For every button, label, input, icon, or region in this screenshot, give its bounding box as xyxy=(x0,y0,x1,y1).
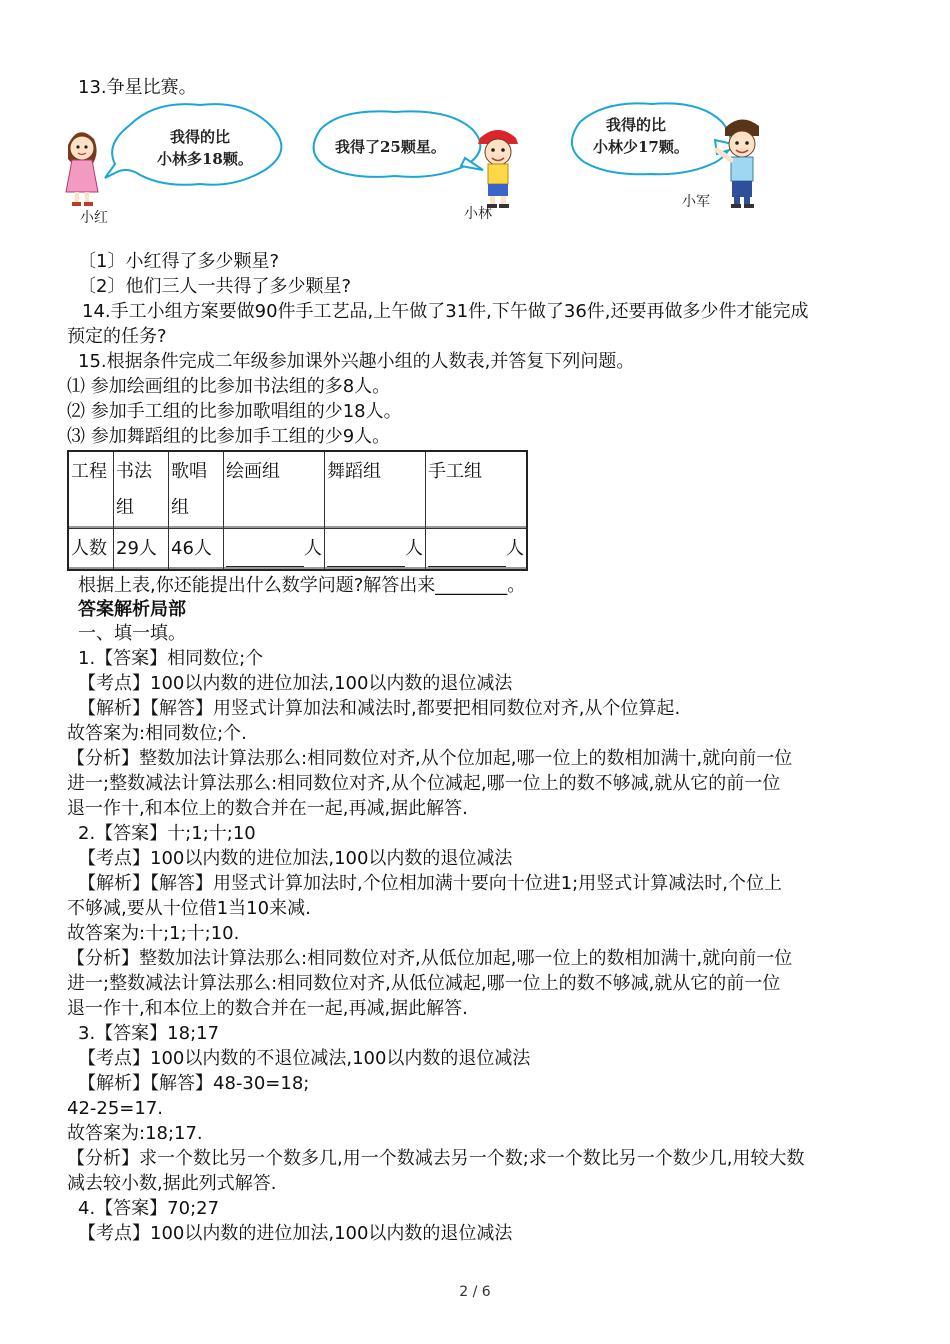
table-cell: 46人 xyxy=(169,529,224,571)
answer-line: 【考点】100以内数的进位加法,100以内数的退位减法 xyxy=(78,673,513,694)
answer-blank[interactable] xyxy=(327,546,405,567)
table-cell xyxy=(426,529,528,571)
q15-ask: 根据上表,你还能提出什么数学问题?解答出来________。 xyxy=(78,575,526,596)
q15-condition2: ⑵ 参加手工组的比参加歌唱组的少18人。 xyxy=(67,401,402,422)
table-header-line: 书法 xyxy=(116,461,152,482)
xiaolin-figure xyxy=(478,130,518,208)
speech-bubble-xiaohong xyxy=(105,104,281,185)
answer-line: 【考点】100以内数的进位加法,100以内数的退位减法 xyxy=(78,1223,513,1244)
q13-sub1: 〔1〕小红得了多少颗星? xyxy=(78,251,280,272)
answer-blank[interactable] xyxy=(428,546,506,567)
table-row xyxy=(68,529,527,571)
table-header-line: 歌唱 xyxy=(171,461,207,482)
answer-line: 【分析】整数加法计算法那么:相同数位对齐,从低位加起,哪一位上的数相加满十,就向前一位 xyxy=(67,948,793,969)
table-header-cell xyxy=(169,451,224,529)
answers-heading: 答案解析局部 xyxy=(78,599,186,620)
answer-line: 【考点】100以内数的不退位减法,100以内数的退位减法 xyxy=(78,1048,531,1069)
table-header-cell: 工程 xyxy=(68,451,114,529)
answer-line: 退一作十,和本位上的数合并在一起,再减,据此解答. xyxy=(67,998,468,1019)
table-header-cell: 绘画组 xyxy=(224,451,325,529)
name-xiaolin: 小林 xyxy=(464,206,492,222)
xiaohong-figure xyxy=(66,132,98,206)
name-xiaohong: 小红 xyxy=(80,210,108,225)
table-cell xyxy=(224,529,325,571)
table-cell: 29人 xyxy=(114,529,169,571)
table-header-line: 组 xyxy=(171,497,189,518)
answer-line: 42-25=17. xyxy=(67,1098,164,1119)
bubble-xiaohong-line1: 我得的比 xyxy=(170,128,231,146)
q15-condition1: ⑴ 参加绘画组的比参加书法组的多8人。 xyxy=(67,376,391,397)
speech-bubble-xiaolin xyxy=(314,111,483,177)
q14-line2: 预定的任务? xyxy=(67,326,167,347)
speech-bubble-xiaojun xyxy=(572,103,741,174)
bubble-xiaohong-line2: 小林多18颗。 xyxy=(157,150,253,168)
answer-line: 4.【答案】70;27 xyxy=(78,1198,220,1219)
table-cell: 人数 xyxy=(68,529,114,571)
star-contest-illustration xyxy=(60,100,880,225)
answer-line: 【分析】求一个数比另一个数多几,用一个数减去另一个数;求一个数比另一个数少几,用较大数 xyxy=(67,1148,805,1169)
answer-line: 【考点】100以内数的进位加法,100以内数的退位减法 xyxy=(78,848,513,869)
answer-line: 进一;整数减法计算法那么:相同数位对齐,从低位减起,哪一位上的数不够减,就从它的前一位 xyxy=(67,973,781,994)
bubble-xiaolin-text: 我得了25颗星。 xyxy=(335,138,446,156)
unit-label: 人 xyxy=(405,538,423,559)
answer-line: 故答案为:相同数位;个. xyxy=(67,723,247,744)
q15-intro: 15.根据条件完成二年级参加课外兴趣小组的人数表,并答复下列问题。 xyxy=(78,351,635,372)
table-header-line: 组 xyxy=(116,497,134,518)
answer-line: 进一;整数减法计算法那么:相同数位对齐,从个位减起,哪一位上的数不够减,就从它的前一位 xyxy=(67,773,781,794)
answer-line: 3.【答案】18;17 xyxy=(78,1023,220,1044)
answer-line: 故答案为:十;1;十;10. xyxy=(67,923,240,944)
q13-sub2: 〔2〕他们三人一共得了多少颗星? xyxy=(78,276,352,297)
answers-section-title: 一、填一填。 xyxy=(78,623,186,644)
bubble-xiaojun-line1: 我得的比 xyxy=(606,116,667,134)
unit-label: 人 xyxy=(304,538,322,559)
q14-line1: 14.手工小组方案要做90件手工艺品,上午做了31件,下午做了36件,还要再做多少件才能完成 xyxy=(82,301,809,322)
answer-line: 故答案为:18;17. xyxy=(67,1123,203,1144)
answer-line: 1.【答案】相同数位;个 xyxy=(78,648,264,669)
name-xiaojun: 小军 xyxy=(682,194,710,210)
table-header-cell: 舞蹈组 xyxy=(325,451,426,529)
table-cell xyxy=(325,529,426,571)
table-header-cell xyxy=(114,451,169,529)
answer-line: 【分析】整数加法计算法那么:相同数位对齐,从个位加起,哪一位上的数相加满十,就向前一位 xyxy=(67,748,793,769)
unit-label: 人 xyxy=(506,538,524,559)
answer-blank[interactable] xyxy=(226,546,304,567)
answer-line: 【解析】【解答】用竖式计算加法和减法时,都要把相同数位对齐,从个位算起. xyxy=(78,698,681,719)
answer-line: 【解析】【解答】48-30=18; xyxy=(78,1073,310,1094)
answer-line: 减去较小数,据此列式解答. xyxy=(67,1173,277,1194)
q13-title: 13.争星比赛。 xyxy=(78,77,197,98)
table-header-cell: 手工组 xyxy=(426,451,528,529)
page-number: 2 / 6 xyxy=(459,1284,491,1300)
table-row xyxy=(68,451,527,529)
answer-line: 不够减,要从十位借1当10来减. xyxy=(67,898,311,919)
answer-line: 2.【答案】十;1;十;10 xyxy=(78,823,256,844)
q15-condition3: ⑶ 参加舞蹈组的比参加手工组的少9人。 xyxy=(67,426,391,447)
interest-group-table xyxy=(67,450,528,571)
answer-line: 退一作十,和本位上的数合并在一起,再减,据此解答. xyxy=(67,798,468,819)
answer-line: 【解析】【解答】用竖式计算加法时,个位相加满十要向十位进1;用竖式计算减法时,个位上 xyxy=(78,873,782,894)
bubble-xiaojun-line2: 小林少17颗。 xyxy=(593,138,689,156)
